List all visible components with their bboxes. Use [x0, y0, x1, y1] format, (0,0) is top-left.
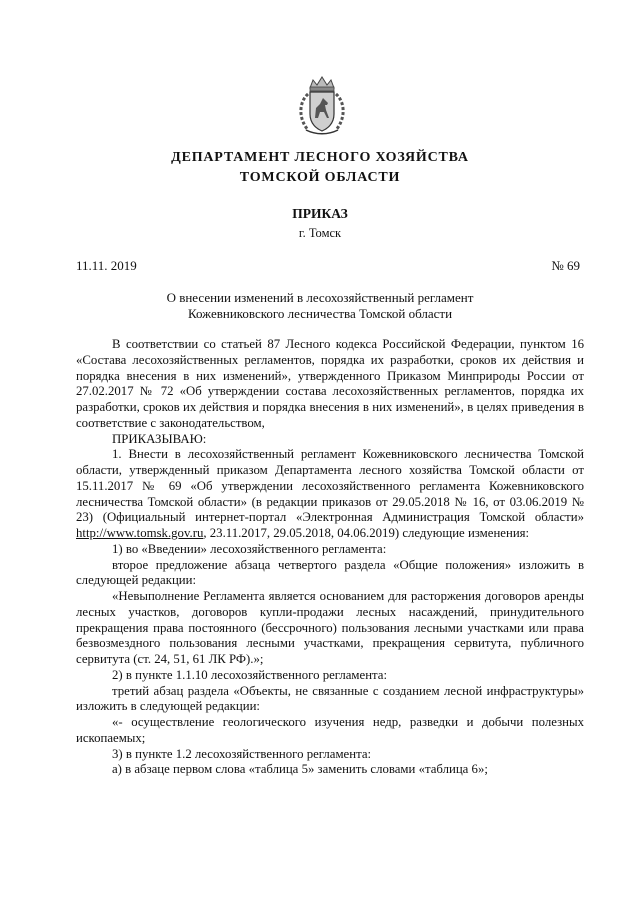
subitem-1-quote: «Невыполнение Регламента является основанием для расторжения договоров аренды лесных участков, договоров купли-продажи лесных насаждений, принудительного прекращения права постоянного (бессрочного) пользования лесными участками или права безвозмездного пользования лесными участками, прекращения сервитута, публичного сервитута (ст. 24, 51, 61 ЛК РФ).»; [76, 589, 584, 666]
subitem-1-text: второе предложение абзаца четвертого раздела «Общие положения» изложить в следующей редакции: [76, 557, 584, 588]
document-date: 11.11. 2019 [76, 258, 137, 273]
subitem-2-title: 2) в пункте 1.1.10 лесохозяйственного регламента: [112, 667, 388, 682]
subject-line2: Кожевниковского лесничества Томской области [187, 306, 453, 321]
order-word: ПРИКАЗЫВАЮ: [112, 431, 207, 446]
tomsk-oblast-coat-of-arms-icon [296, 74, 348, 136]
document-city: г. Томск [298, 226, 342, 240]
subject-line1: О внесении изменений в лесохозяйственный регламент [166, 290, 474, 305]
document-number: № 69 [551, 258, 580, 273]
item-1-paragraph [76, 447, 584, 542]
document-type: ПРИКАЗ [292, 206, 348, 221]
subitem-1-title: 1) во «Введении» лесохозяйственного регламента: [112, 541, 387, 556]
department-name-line1: ДЕПАРТАМЕНТ ЛЕСНОГО ХОЗЯЙСТВА [171, 150, 469, 165]
portal-link[interactable]: http://www.tomsk.gov.ru [76, 526, 204, 540]
subitem-3-title: 3) в пункте 1.2 лесохозяйственного регламента: [112, 746, 372, 761]
subitem-2-quote: «- осуществление геологического изучения недр, разведки и добычи полезных ископаемых; [76, 715, 584, 745]
subitem-2-text: третий абзац раздела «Объекты, не связанные с созданием лесной инфраструктуры» изложить в следующей редакции: [76, 683, 584, 714]
item-1-text-end: , 23.11.2017, 29.05.2018, 04.06.2019) следующие изменения: [203, 526, 530, 540]
preamble-paragraph: В соответствии со статьей 87 Лесного кодекса Российской Федерации, пунктом 16 «Состава лесохозяйственных регламентов, порядка их разработки, сроков их действия и порядка внесения в них изменений», утвержденного Приказом Минприроды России от 27.02.2017 № 72 «Об утверждении состава лесохозяйственных регламентов, порядка их разработки, сроков их действия и порядка внесения в них изменений», в целях приведения в соответствие с законодательством, [76, 337, 584, 430]
item-1-text: 1. Внести в лесохозяйственный регламент Кожевниковского лесничества Томской области, утвержденный приказом Департамента лесного хозяйства Томской области от 15.11.2017 № 69 «Об утверждении лесохозяйственного регламента Кожевниковского лесничества Томской области» (в редакции приказов от 29.05.2018 № 16, от 03.06.2019 № 23) (Официальный интернет-портал «Электронная Администрация Томской области» [76, 447, 584, 525]
department-name-line2: ТОМСКОЙ ОБЛАСТИ [239, 170, 401, 185]
document-body [76, 337, 584, 778]
subitem-3-a: а) в абзаце первом слова «таблица 5» заменить словами «таблица 6»; [112, 762, 488, 777]
